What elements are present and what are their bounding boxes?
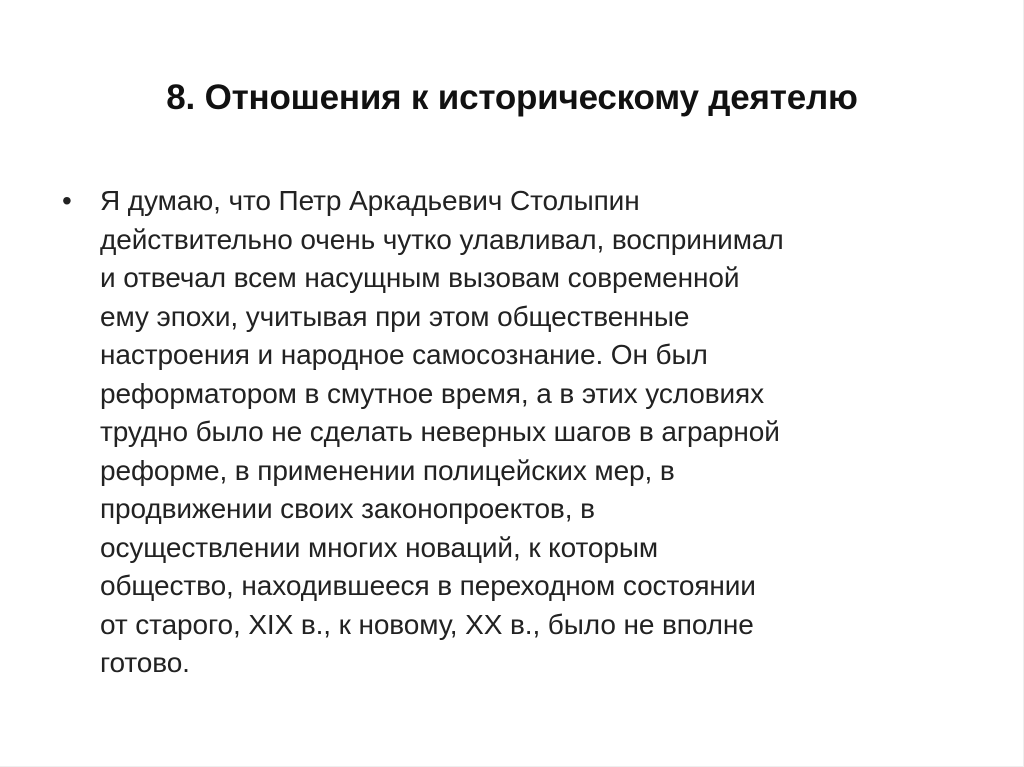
paragraph-line: ему эпохи, учитывая при этом общественные: [100, 300, 690, 332]
bullet-item: [60, 182, 980, 683]
paragraph-line: осуществлении многих новаций, к которым: [100, 531, 659, 563]
paragraph-line: настроения и народное самосознание. Он был: [100, 339, 708, 370]
bullet-list: [60, 182, 980, 683]
paragraph-line: продвижении своих законопроектов, в: [100, 493, 595, 524]
bullet-icon: •: [62, 185, 72, 216]
paragraph-line: Я думаю, что Петр Аркадьевич Столыпин: [100, 185, 640, 216]
paragraph-line: общество, находившееся в переходном состоянии: [100, 570, 756, 601]
paragraph-line: реформатором в смутное время, а в этих условиях: [100, 377, 765, 409]
paragraph-line: трудно было не сделать неверных шагов в аграрной: [100, 416, 780, 447]
slide-title: 8. Отношения к историческому деятелю: [166, 78, 858, 117]
paragraph-text: [100, 182, 980, 683]
paragraph-line: действительно очень чутко улавливал, воспринимал: [100, 223, 784, 255]
paragraph-line: от старого, XIX в., к новому, XX в., было не вполне: [100, 608, 754, 640]
paragraph-line: реформе, в применении полицейских мер, в: [100, 454, 675, 486]
paragraph-line: и отвечал всем насущным вызовам современной: [100, 262, 740, 293]
paragraph-line: готово.: [100, 647, 190, 678]
